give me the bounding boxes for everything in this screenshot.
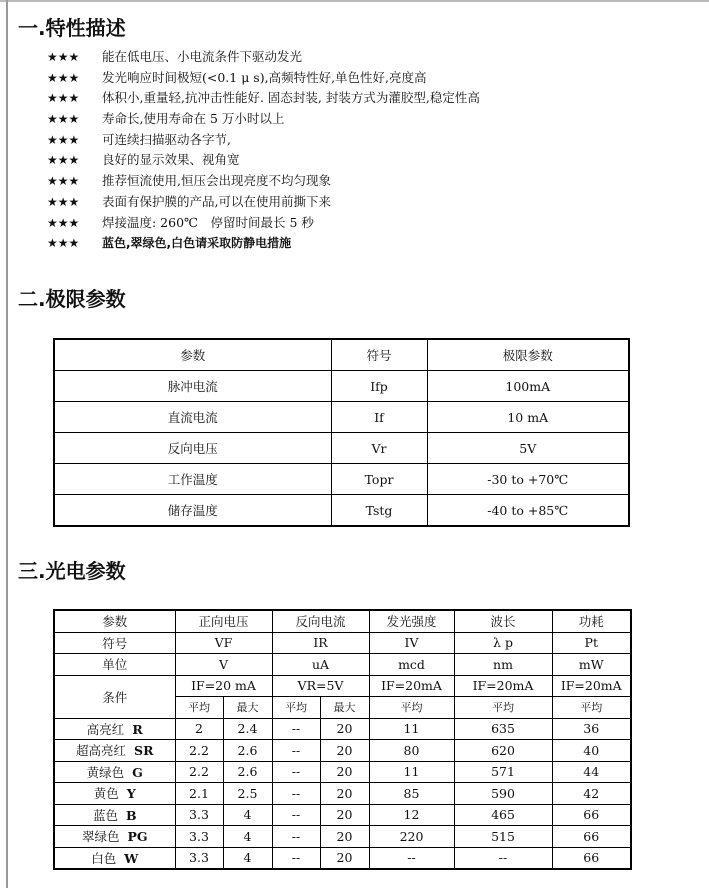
table-cell: 正向电压 [175,610,272,632]
color-name-cell [54,740,175,762]
table-cell: 20 [320,826,369,848]
sub-header-cell: 平均 [175,697,223,719]
table-cell: 2.4 [223,718,272,740]
table-cell: -- [272,761,320,783]
star-rating-icon: ★★★ [47,174,80,189]
table-cell: mW [552,654,631,676]
table-cell: 11 [369,718,454,740]
table-cell: λ p [454,632,552,654]
color-name: 黄绿色 [86,764,125,780]
table-cell: 44 [552,761,631,783]
color-name-cell [54,847,175,869]
sub-header-cell: 最大 [320,697,369,719]
table-cell: 条件 [54,675,175,718]
table-cell: 2.5 [223,783,272,805]
feature-item [47,213,480,234]
table-cell: 发光强度 [369,610,454,632]
table-cell: 80 [369,740,454,762]
table-cell: 储存温度 [54,495,331,527]
table-cell: 515 [454,826,552,848]
table-cell: IR [272,632,369,654]
feature-item [47,233,480,254]
table-cell: VR=5V [272,675,369,697]
table-row [54,761,631,783]
sub-header-cell: 平均 [272,697,320,719]
color-name: 黄色 [93,786,119,802]
feature-item [47,150,480,171]
condition-row [54,675,631,697]
table-cell: 20 [320,761,369,783]
feature-item [47,68,480,89]
color-name: 翠绿色 [81,829,120,845]
color-code: B [125,807,137,823]
limits-table [53,338,630,527]
table-cell: 40 [552,740,631,762]
table-row [54,495,629,527]
table-cell: VF [175,632,272,654]
table-cell: 脉冲电流 [54,371,331,402]
color-code: PG [127,829,148,845]
star-rating-icon: ★★★ [47,215,80,230]
feature-text: 可连续扫描驱动各字节, [102,131,231,147]
table-row [54,371,629,402]
table-row [54,847,631,869]
table-cell: 3.3 [175,847,223,869]
table-header-row [54,610,631,632]
column-header: 符号 [331,339,427,371]
unit-row [54,654,631,676]
star-rating-icon: ★★★ [47,236,80,251]
table-cell: If [331,402,427,433]
table-cell: -- [272,718,320,740]
table-cell: -- [272,740,320,762]
feature-text: 焊接温度: 260℃ 停留时间最长 5 秒 [102,214,314,230]
color-name-cell [54,718,175,740]
table-cell: 直流电流 [54,402,331,433]
column-header: 极限参数 [427,339,629,371]
section-title-limits: 二.极限参数 [18,287,126,311]
table-cell: 2.2 [175,761,223,783]
table-cell: IF=20 mA [175,675,272,697]
feature-item [47,192,480,213]
table-cell: 工作温度 [54,464,331,495]
table-cell: 2.6 [223,740,272,762]
table-cell: Topr [331,464,427,495]
feature-text: 发光响应时间极短(<0.1 μ s),高频特性好,单色性好,亮度高 [102,69,427,85]
table-cell: Ifp [331,371,427,402]
table-cell: -- [272,826,320,848]
table-cell: Tstg [331,495,427,527]
color-name: 超高亮红 [76,743,127,759]
table-cell: 2 [175,718,223,740]
feature-item [47,109,480,130]
table-cell: 3.3 [175,826,223,848]
table-cell: 20 [320,847,369,869]
table-row [54,433,629,464]
table-cell: IF=20mA [454,675,552,697]
table-cell: mcd [369,654,454,676]
feature-text: 蓝色,翠绿色,白色请采取防静电措施 [102,236,292,251]
feature-text: 能在低电压、小电流条件下驱动发光 [102,49,303,64]
table-cell: IF=20mA [369,675,454,697]
table-cell: uA [272,654,369,676]
color-name: 蓝色 [92,807,118,823]
table-cell: -40 to +85℃ [427,495,629,527]
table-cell: IF=20mA [552,675,631,697]
table-row [54,464,629,495]
table-cell: 10 mA [427,402,629,433]
feature-list [47,47,480,254]
table-cell: 20 [320,718,369,740]
table-cell: 465 [454,804,552,826]
sub-header-cell: 平均 [552,697,631,719]
feature-text: 体积小,重量轻,抗冲击性能好. 固态封装, 封装方式为灌胶型,稳定性高 [102,90,480,106]
table-cell: 66 [552,804,631,826]
table-cell: 85 [369,783,454,805]
feature-item [47,171,480,192]
table-cell: 2.6 [223,761,272,783]
star-rating-icon: ★★★ [47,153,80,168]
color-name-cell [54,783,175,805]
table-row [54,402,629,433]
table-cell: 4 [223,847,272,869]
star-rating-icon: ★★★ [47,132,80,147]
table-header-row [54,339,629,371]
table-cell: 36 [552,718,631,740]
table-cell: 功耗 [552,610,631,632]
table-cell: Vr [331,433,427,464]
table-cell: 2.2 [175,740,223,762]
color-name: 白色 [91,850,117,866]
color-code: W [124,850,139,866]
color-code: G [132,764,143,780]
section-title-optoelectronic: 三.光电参数 [18,559,126,583]
table-cell: nm [454,654,552,676]
feature-item [47,88,480,109]
table-cell: -- [369,847,454,869]
table-cell: -- [454,847,552,869]
section-title-features: 一.特性描述 [18,16,126,40]
table-row [54,718,631,740]
feature-text: 良好的显示效果、视角宽 [102,152,240,168]
table-cell: 220 [369,826,454,848]
color-code: SR [134,743,154,759]
star-rating-icon: ★★★ [47,112,80,127]
feature-item [47,130,480,151]
top-border [0,0,709,2]
table-cell: 符号 [54,632,175,654]
table-cell: 反向电流 [272,610,369,632]
table-cell: 3.3 [175,804,223,826]
table-cell: 42 [552,783,631,805]
feature-text: 寿命长,使用寿命在 5 万小时以上 [102,111,285,127]
color-name-cell [54,804,175,826]
star-rating-icon: ★★★ [47,50,80,64]
table-cell: 620 [454,740,552,762]
color-name: 高亮红 [86,721,125,737]
feature-text: 推荐恒流使用,恒压会出现亮度不均匀现象 [102,173,331,189]
table-cell: 4 [223,804,272,826]
color-code: Y [126,786,136,802]
column-header: 参数 [54,339,331,371]
table-cell: 单位 [54,654,175,676]
table-row [54,740,631,762]
table-cell: -- [272,804,320,826]
table-cell: -- [272,783,320,805]
table-cell: Pt [552,632,631,654]
table-cell: 635 [454,718,552,740]
table-cell: 11 [369,761,454,783]
table-cell: 66 [552,847,631,869]
color-code: R [132,721,143,737]
symbol-row [54,632,631,654]
table-row [54,826,631,848]
star-rating-icon: ★★★ [47,194,80,209]
table-cell: 5V [427,433,629,464]
optoelectronic-table [53,609,632,870]
sub-header-cell: 平均 [454,697,552,719]
table-cell: 20 [320,783,369,805]
left-border [6,0,8,888]
feature-item [47,47,480,68]
table-cell: 参数 [54,610,175,632]
table-row [54,804,631,826]
table-cell: 66 [552,826,631,848]
color-name-cell [54,761,175,783]
table-cell: -- [272,847,320,869]
star-rating-icon: ★★★ [47,70,80,85]
table-cell: 100mA [427,371,629,402]
table-cell: V [175,654,272,676]
table-cell: 2.1 [175,783,223,805]
table-cell: -30 to +70℃ [427,464,629,495]
table-cell: IV [369,632,454,654]
sub-header-cell: 最大 [223,697,272,719]
table-cell: 12 [369,804,454,826]
star-rating-icon: ★★★ [47,91,80,106]
table-cell: 590 [454,783,552,805]
color-name-cell [54,826,175,848]
table-cell: 20 [320,804,369,826]
table-cell: 571 [454,761,552,783]
table-row [54,783,631,805]
feature-text: 表面有保护膜的产品,可以在使用前撕下来 [102,193,331,209]
table-cell: 4 [223,826,272,848]
table-cell: 反向电压 [54,433,331,464]
table-cell: 波长 [454,610,552,632]
table-cell: 20 [320,740,369,762]
sub-header-cell: 平均 [369,697,454,719]
